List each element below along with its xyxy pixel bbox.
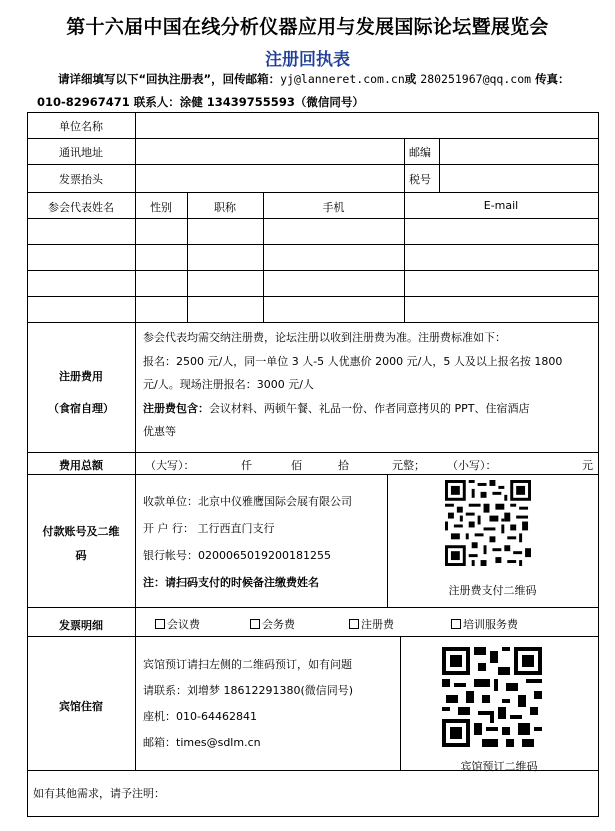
total-xiaoxie-label: （小写）： xyxy=(447,459,497,472)
fee-line-5: 优惠等 xyxy=(143,425,176,438)
unit-name-field[interactable] xyxy=(137,114,597,136)
rep-row-4-name[interactable] xyxy=(29,298,133,320)
instructions-prefix: 请详细填写以下“回执注册表”，回传邮箱： xyxy=(58,72,281,86)
total-label: 费用总额 xyxy=(59,459,103,472)
email-link-1[interactable]: yj@lanneret.com.cn xyxy=(280,72,405,86)
bank-name: 开 户 行： 工行西直门支行 xyxy=(143,522,275,535)
checkbox-icon xyxy=(451,619,461,629)
total-shi: 拾 xyxy=(338,459,349,472)
invoice-option-registration[interactable]: 注册费 xyxy=(349,616,394,632)
total-daxie-label: （大写）： xyxy=(145,459,195,472)
fax-label: 传真： xyxy=(535,72,570,86)
phone-header: 手机 xyxy=(322,201,345,214)
payee: 收款单位：北京中仪雅鹰国际会展有限公司 xyxy=(143,495,352,508)
checkbox-icon xyxy=(250,619,260,629)
tax-no-label: 税号 xyxy=(409,173,431,186)
other-requests-field[interactable] xyxy=(167,774,595,812)
fee-line-2: 报名：2500 元/人，同一单位 3 人-5 人优惠价 2000 元/人，5 人及以上报名按 1800 xyxy=(143,354,563,368)
invoice-title-field[interactable] xyxy=(137,166,402,190)
rep-row-1-name[interactable] xyxy=(29,220,133,242)
instructions-or: 或 xyxy=(404,72,417,86)
page-title: 第十六届中国在线分析仪器应用与发展国际论坛暨展览会 xyxy=(66,16,549,38)
hotel-line-1: 宾馆预订请扫左侧的二维码预订，如有问题 xyxy=(143,658,352,671)
checkbox-icon xyxy=(155,619,165,629)
hotel-line-4: 邮箱：times@sdlm.cn xyxy=(143,736,261,749)
other-requests-label: 如有其他需求，请予注明： xyxy=(33,787,165,800)
instructions-line-2: 010-82967471 联系人：涂健 13439755593（微信同号） xyxy=(37,95,364,109)
fee-label-note: （食宿自理） xyxy=(48,402,114,415)
total-qian: 仟 xyxy=(241,459,252,472)
hotel-line-2: 请联系：刘增梦 18612291380(微信同号) xyxy=(143,684,354,697)
postcode-label: 邮编 xyxy=(409,146,431,159)
fee-line-1: 参会代表均需交纳注册费，论坛注册以收到注册费为准。注册费标准如下： xyxy=(143,331,506,344)
payment-notice: 注：请扫码支付的时候备注缴费姓名 xyxy=(143,576,319,589)
total-yuan-zheng: 元整； xyxy=(392,459,425,472)
gender-header: 性别 xyxy=(150,201,172,214)
unit-name-label: 单位名称 xyxy=(59,120,103,133)
hotel-details xyxy=(143,652,398,756)
invoice-option-conference[interactable]: 会务费 xyxy=(250,616,295,632)
job-title-header: 职称 xyxy=(214,201,236,214)
address-field[interactable] xyxy=(137,140,402,162)
rep-row-3-name[interactable] xyxy=(29,272,133,294)
payment-label-1: 付款账号及二维 xyxy=(42,525,120,538)
invoice-details-label: 发票明细 xyxy=(59,619,103,632)
rep-name-header: 参会代表姓名 xyxy=(48,201,114,214)
form-subtitle: 注册回执表 xyxy=(265,50,350,70)
invoice-option-meeting[interactable]: 会议费 xyxy=(155,616,200,632)
qr-pattern-icon xyxy=(445,480,531,566)
address-label: 通讯地址 xyxy=(59,146,103,159)
email-header: E-mail xyxy=(483,199,519,212)
payment-details xyxy=(143,488,383,596)
hotel-qr-code[interactable] xyxy=(442,647,542,747)
fee-label: 注册费用 xyxy=(59,370,103,383)
rep-row-2-name[interactable] xyxy=(29,246,133,268)
fee-includes-label: 注册费包含： xyxy=(143,401,209,415)
instructions-line-1 xyxy=(58,71,570,87)
invoice-option-training[interactable]: 培训服务费 xyxy=(451,616,518,632)
fee-line-4 xyxy=(143,397,593,421)
total-yuan: 元 xyxy=(582,459,593,472)
total-bai: 佰 xyxy=(291,459,302,472)
qr-pattern-icon xyxy=(442,647,542,747)
fee-line-3: 元/人。现场注册报名：3000 元/人 xyxy=(143,378,314,391)
invoice-title-label: 发票抬头 xyxy=(59,173,103,186)
checkbox-icon xyxy=(349,619,359,629)
tax-no-field[interactable] xyxy=(441,166,596,190)
email-link-2[interactable]: 280251967@qq.com xyxy=(420,72,532,86)
hotel-qr-caption: 宾馆预订二维码 xyxy=(460,760,538,773)
registration-form xyxy=(27,112,599,817)
postcode-field[interactable] xyxy=(441,140,596,162)
payment-label-2: 码 xyxy=(75,549,87,562)
hotel-label: 宾馆住宿 xyxy=(59,700,103,713)
fee-description xyxy=(143,326,593,444)
payment-qr-code[interactable] xyxy=(445,480,531,566)
hotel-line-3: 座机：010-64462841 xyxy=(143,710,257,723)
payment-qr-caption: 注册费支付二维码 xyxy=(448,584,537,597)
fee-includes-text: 会议材料、两顿午餐、礼品一份、作者同意拷贝的 PPT、住宿酒店 xyxy=(209,401,530,415)
bank-account: 银行帐号：0200065019200181255 xyxy=(143,549,331,562)
